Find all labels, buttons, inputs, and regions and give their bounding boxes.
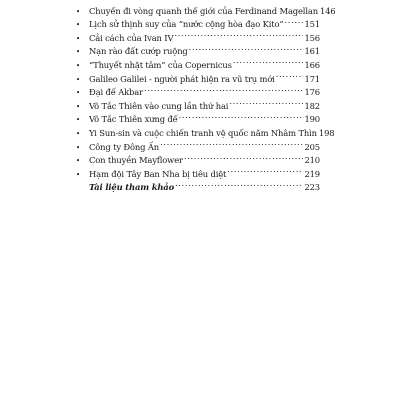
toc-entry-page: 171 [304,73,320,84]
toc-entry-page: 210 [304,155,320,166]
toc-entry-title: Galileo Galilei - người phát hiện ra vũ trụ mới [89,73,275,84]
toc-entry-title: Lịch sử thịnh suy của “nước cộng hòa đạo Kito” [89,19,284,30]
toc-entry-title: Đại đế Akbar [89,87,143,98]
dot-leader [189,41,304,55]
toc-entry-title: “Thuyết nhật tâm” của Copernicus [89,59,232,70]
toc-entry-page: 205 [304,141,320,152]
toc-entry-title: Công ty Đông Ấn [89,141,160,152]
toc-entry-title: Chuyến đi vòng quanh thế giới của Ferdinand Magellan [89,5,318,16]
bullet-icon: • [76,89,80,98]
dot-leader [184,150,304,164]
toc-entry-page: 198 [318,127,335,138]
toc-entry-page: 161 [304,46,320,57]
toc-entry-page: 223 [304,182,320,193]
toc-entry-page: 182 [304,100,320,111]
bullet-icon: • [76,170,80,179]
table-of-contents [76,0,336,193]
toc-entry [76,0,336,16]
toc-entry-title: Nạn rào đất cướp ruộng [89,46,188,57]
dot-leader [285,14,304,28]
bullet-icon: • [76,7,80,16]
dot-leader [227,163,303,177]
bullet-icon: • [76,75,80,84]
dot-leader [233,54,304,68]
toc-entry-page: 146 [319,5,336,16]
toc-entry-title: Tài liệu tham khảo [89,182,175,193]
toc-entry-page: 166 [304,59,320,70]
bullet-icon: • [76,129,80,138]
toc-entry-title: Võ Tắc Thiên vào cung lần thứ hai [89,100,229,111]
bullet-icon: • [76,157,80,166]
bullet-icon: • [76,61,80,70]
bullet-icon: • [76,21,80,30]
toc-entry-title: Con thuyền Mayflower [89,155,183,166]
toc-entry-page: 190 [304,114,320,125]
dot-leader [179,109,304,123]
toc-entry-title: Võ Tắc Thiên xưng đế [89,114,178,125]
bullet-icon: • [76,48,80,57]
dot-leader [174,27,303,41]
dot-leader [276,68,304,82]
dot-leader [144,82,304,96]
toc-entry-page: 219 [304,168,320,179]
bullet-icon: • [76,34,80,43]
toc-entry-title: Cải cách của Ivan IV [89,32,174,43]
toc-entry-title: Yi Sun-sin và cuộc chiến tranh vệ quốc năm Nhâm Thìn [89,127,317,138]
dot-leader [175,177,303,191]
dot-leader [160,136,303,150]
toc-entry-page: 176 [304,87,320,98]
toc-entry-page: 156 [304,32,320,43]
bullet-icon: • [76,102,80,111]
toc-entry-page: 151 [304,19,320,30]
bullet-icon: • [76,143,80,152]
toc-entry-title: Hạm đội Tây Ban Nha bị tiêu diệt [89,168,227,179]
bullet-icon: • [76,116,80,125]
dot-leader [229,95,303,109]
